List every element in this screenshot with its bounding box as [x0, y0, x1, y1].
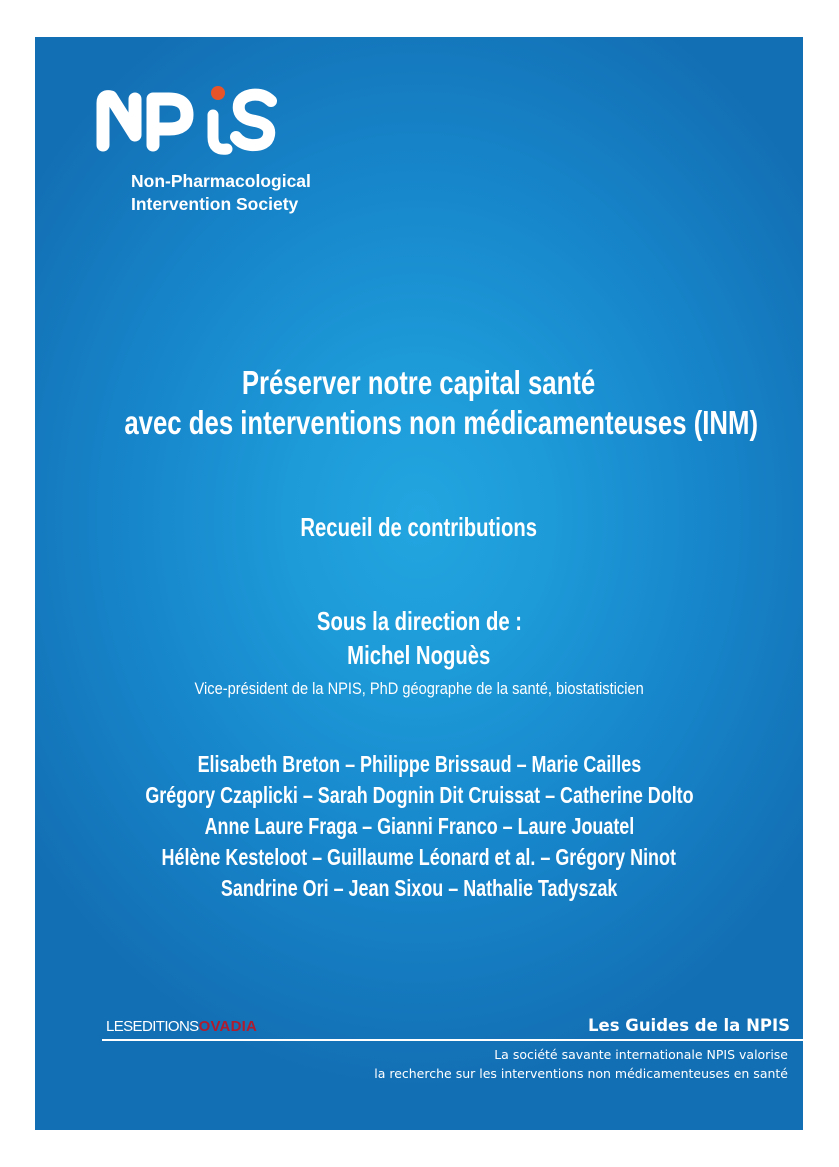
director-role-wrap	[35, 678, 803, 700]
contributors-line-text: Elisabeth Breton – Philippe Brissaud – Marie Cailles	[197, 751, 641, 777]
contributors-line	[35, 749, 803, 780]
contributors-line	[35, 811, 803, 842]
subtitle-wrap	[35, 511, 803, 543]
director-name: Michel Noguès	[347, 640, 491, 670]
contributors-line	[35, 842, 803, 873]
npis-logo-icon	[95, 85, 280, 155]
contributors-line-text: Anne Laure Fraga – Gianni Franco – Laure Jouatel	[204, 813, 634, 839]
director-role: Vice-président de la NPIS, PhD géographe de la santé, biostatisticien	[194, 679, 644, 698]
contributors-line	[35, 873, 803, 904]
subtitle: Recueil de contributions	[300, 512, 538, 542]
series-description-line1: La société savante internationale NPIS valorise	[494, 1047, 788, 1062]
organization-name-line1: Non-Pharmacological	[131, 171, 311, 191]
footer-divider	[102, 1039, 803, 1041]
contributors-list	[35, 749, 803, 904]
title-line1-wrap	[35, 363, 803, 403]
contributors-line-text: Hélène Kesteloot – Guillaume Léonard et al. – Grégory Ninot	[161, 844, 677, 870]
contributors-line-text: Grégory Czaplicki – Sarah Dognin Dit Cruissat – Catherine Dolto	[144, 782, 694, 808]
publisher-name-part1: LESEDITIONS	[106, 1018, 199, 1035]
contributors-line-text: Sandrine Ori – Jean Sixou – Nathalie Tadyszak	[220, 875, 618, 901]
series-title: Les Guides de la NPIS	[588, 1016, 790, 1035]
publisher-logo	[106, 1018, 257, 1036]
publisher-name-part2: OVADIA	[198, 1018, 258, 1035]
organization-name-line2: Intervention Society	[131, 194, 299, 214]
direction-label-wrap	[35, 605, 803, 637]
book-cover	[35, 37, 803, 1130]
direction-label: Sous la direction de :	[316, 606, 522, 636]
series-description	[374, 1045, 788, 1083]
title-line2: avec des interventions non médicamenteuses (INM)	[124, 404, 759, 441]
title-line2-wrap	[35, 403, 803, 443]
director-name-wrap	[35, 639, 803, 671]
title-line1: Préserver notre capital santé	[242, 364, 596, 401]
contributors-line	[35, 780, 803, 811]
organization-name	[131, 170, 311, 216]
series-description-line2: la recherche sur les interventions non médicamenteuses en santé	[374, 1066, 788, 1081]
